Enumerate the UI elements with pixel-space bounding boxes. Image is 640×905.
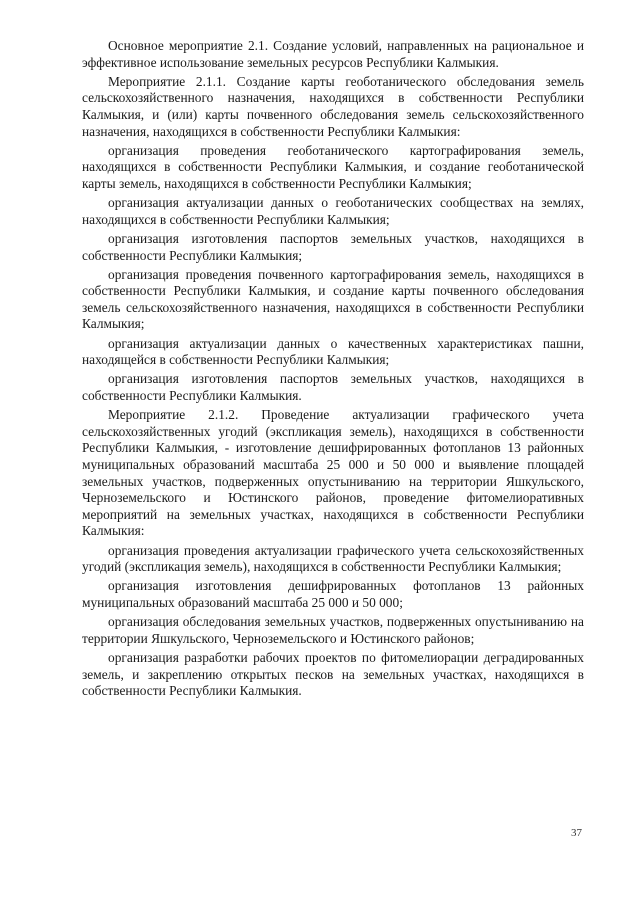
paragraph: Основное мероприятие 2.1. Создание условий, направленных на рациональное и эффективное использование земельных ресурсов Республики Калмыкия. bbox=[82, 38, 584, 70]
paragraph: организация обследования земельных участков, подверженных опустыниванию на территории Яшкульского, Черноземельского и Юстинского районов; bbox=[82, 614, 584, 646]
paragraph: организация проведения почвенного картографирования земель, находящихся в собственности Республики Калмыкия, и создание карты почвенного обследования земель сельскохозяйственного назначения, находящихся в собственности Республики Калмыкия; bbox=[82, 266, 584, 332]
document-body bbox=[82, 38, 584, 702]
paragraph: организация изготовления дешифрированных фотопланов 13 районных муниципальных образований масштаба 25 000 и 50 000; bbox=[82, 578, 584, 610]
paragraph: организация разработки рабочих проектов по фитомелиорации деградированных земель, и закреплению открытых песков на земельных участках, находящихся в собственности Республики Калмыкия. bbox=[82, 649, 584, 699]
paragraph: организация изготовления паспортов земельных участков, находящихся в собственности Республики Калмыкия; bbox=[82, 230, 584, 263]
paragraph: организация изготовления паспортов земельных участков, находящихся в собственности Республики Калмыкия. bbox=[82, 371, 584, 404]
paragraph: Мероприятие 2.1.2. Проведение актуализации графического учета сельскохозяйственных угодий (экспликация земель), находящихся в собственности Республики Калмыкия, - изготовление дешифрированных фотопланов 13 районных муниципальных образований масштаба 25 000 и 50 000 и выявление площадей земельных участков, подверженных опустыниванию на территории Яшкульского, Черноземельского и Юстинского районов, проведение фитомелиоративных мероприятий на земельных участках, находящихся в собственности Республики Калмыкия: bbox=[82, 407, 584, 539]
paragraph: организация актуализации данных о качественных характеристиках пашни, находящейся в собственности Республики Калмыкия; bbox=[82, 335, 584, 368]
paragraph: организация проведения актуализации графического учета сельскохозяйственных угодий (экспликация земель), находящихся в собственности Республики Калмыкия; bbox=[82, 542, 584, 575]
page-number: 37 bbox=[571, 827, 582, 839]
paragraph: организация проведения геоботанического картографирования земель, находящихся в собственности Республики Калмыкия, и создание геоботанической карты земель, находящихся в собственности Республики Калмыкия; bbox=[82, 142, 584, 191]
paragraph: организация актуализации данных о геоботанических сообществах на землях, находящихся в собственности Республики Калмыкия; bbox=[82, 195, 584, 227]
paragraph: Мероприятие 2.1.1. Создание карты геоботанического обследования земель сельскохозяйственного назначения, находящихся в собственности Республики Калмыкия, и (или) карты почвенного обследования земель сельскохозяйственного назначения, находящихся в собственности Республики Калмыкия: bbox=[82, 73, 584, 139]
